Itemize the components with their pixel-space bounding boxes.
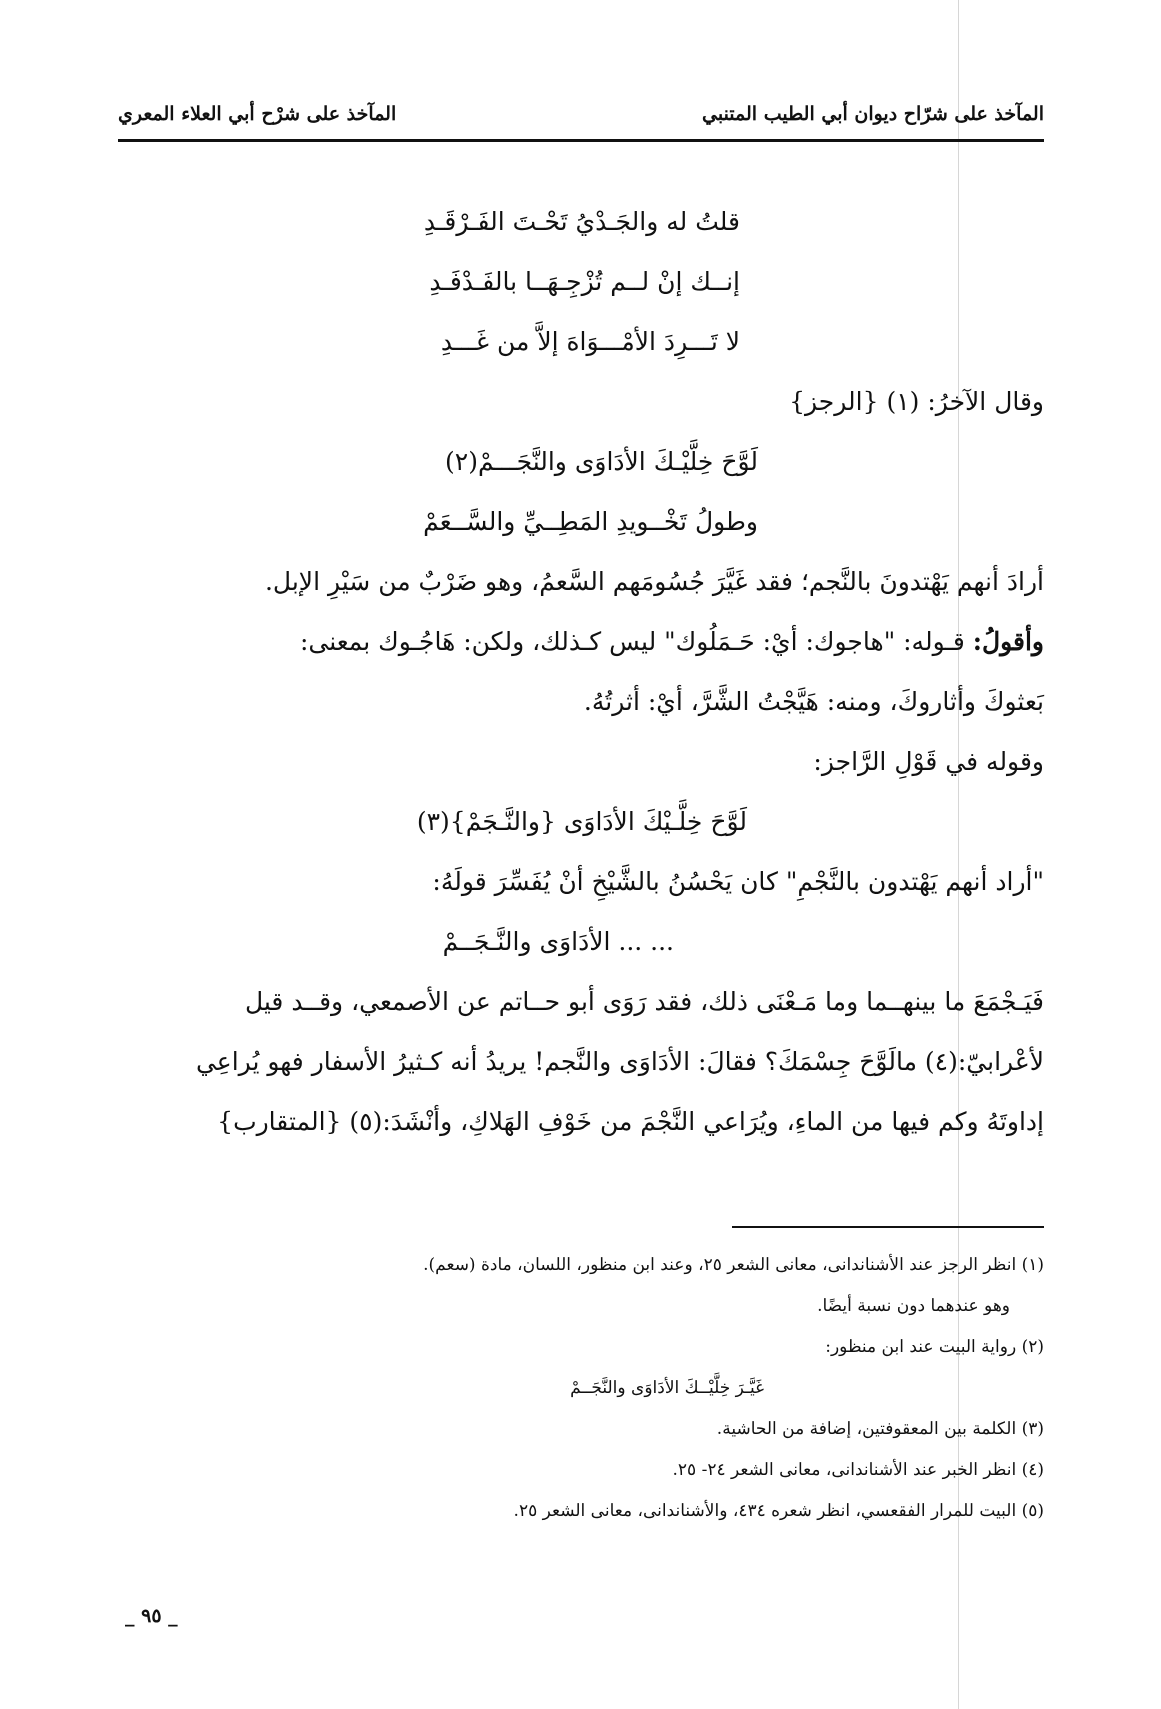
paragraph: لأعْرابيّ:(٤) مالَوَّحَ جِسْمَكَ؟ فقالَ: الأدَاوَى والنَّجم! يريدُ أنه كـثيرُ الأسفار فهو يُراعِي [195, 1047, 1044, 1076]
footnote: (٥) البيت للمرار الفقعسي، انظر شعره ٤٣٤، والأشناندانى، معانى الشعر ٢٥. [513, 1501, 1044, 1521]
verse-line: لَوَّحَ خِلَّـيْكَ الأدَاوَى {والنَّـجَمْ}(٣) [416, 807, 747, 836]
verse-line: لا تَـــرِدَ الأمْـــوَاهَ إلاَّ من غَـــدِ [440, 327, 740, 356]
footnote: (٤) انظر الخبر عند الأشناندانى، معانى الشعر ٢٤- ٢٥. [672, 1460, 1044, 1480]
running-header [118, 95, 1044, 133]
paragraph-text: قـوله: "هاجوك: أيْ: حَـمَلُوك" ليس كـذلك، ولكن: هَاجُـوك بمعنى: [299, 627, 973, 656]
footnote: (٢) رواية البيت عند ابن منظور: [825, 1337, 1044, 1357]
header-rule [118, 139, 1044, 142]
footnote: (٣) الكلمة بين المعقوفتين، إضافة من الحاشية. [716, 1419, 1044, 1439]
verse-line: قلتُ له والجَـدْيُ تَحْـتَ الفَـرْقَـدِ [423, 207, 740, 236]
footnote-continuation: وهو عندهما دون نسبة أيضًا. [817, 1296, 1010, 1316]
verse-line: ... ... الأدَاوَى والنَّـجَــمْ [442, 927, 674, 956]
verse-line: لَوَّحَ خِلَّيْـكَ الأدَاوَى والنَّجَـــمْ(٢) [445, 447, 758, 476]
verse-line: وطولُ تَخْــويدِ المَطِــيِّ والسَّــعَمْ [423, 507, 758, 536]
footnote-rule [732, 1226, 1044, 1228]
verse-line: إنــك إنْ لــم تُزْجِـهَــا بالفَـدْفَـدِ [429, 267, 740, 296]
verse-intro: وقال الآخرُ: (١) {الرجز} [789, 387, 1044, 416]
paragraph: فَيَـجْمَعَ ما بينهــما وما مَـعْنَى ذلك، فقد رَوَى أبو حــاتم عن الأصمعي، وقــد قيل [244, 987, 1044, 1016]
paragraph: وقوله في قَوْلِ الرَّاجز: [813, 747, 1044, 776]
main-text [118, 192, 1044, 1152]
paragraph: بَعثوكَ وأثاروكَ، ومنه: هَيَّجْتُ الشَّرَّ، أيْ: أثرتُهُ. [583, 687, 1044, 716]
paragraph: إداوتَهُ وكم فيها من الماءِ، ويُرَاعي النَّجْمَ من خَوْفِ الهَلاكِ، وأنْشَدَ:(٥) {المتقارب} [217, 1107, 1044, 1136]
footnote-verse: غَيَّـرَ خِلَّيْــكَ الأدَاوَى والنَّجَــمْ [570, 1378, 764, 1398]
header-book-title: المآخذ على شرّاح ديوان أبي الطيب المتنبي [702, 103, 1044, 125]
footnotes [118, 1245, 1044, 1532]
paragraph: أرادَ أنهم يَهْتدونَ بالنَّجم؛ فقد غَيَّرَ جُسُومَهم السَّعمُ، وهو ضَرْبٌ من سَيْرِ الإبل. [264, 567, 1044, 596]
page-number: _ ٩٥ _ [125, 1605, 178, 1627]
paragraph-lead: وأقولُ: [972, 627, 1044, 656]
footnote: (١) انظر الرجز عند الأشناندانى، معانى الشعر ٢٥، وعند ابن منظور، اللسان، مادة (سعم). [423, 1255, 1044, 1275]
paragraph: "أراد أنهم يَهْتدون بالنَّجْمِ" كان يَحْسُنُ بالشَّيْخِ أنْ يُفَسِّرَ قولَهُ: [432, 867, 1044, 896]
header-chapter-title: المآخذ على شرْح أبي العلاء المعري [118, 103, 397, 125]
paragraph [118, 612, 1044, 672]
